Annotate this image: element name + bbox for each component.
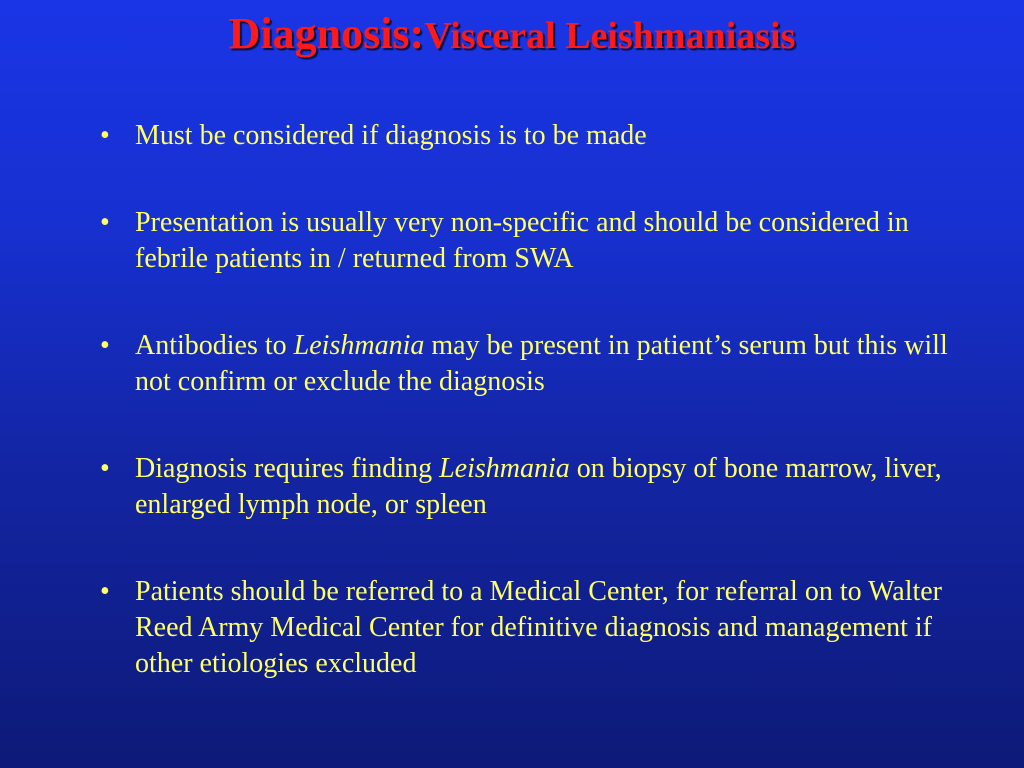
bullet-item-biopsy <box>100 451 960 523</box>
bullet-text-post: on biopsy of bone marrow, liver, enlarged lymph node, or spleen <box>135 453 942 520</box>
bullet-item-antibodies <box>100 328 960 400</box>
bullet-item-referral <box>100 574 960 682</box>
bullet-icon: • <box>100 120 110 151</box>
bullet-text-pre: Diagnosis requires finding <box>135 453 440 484</box>
bullet-icon: • <box>100 207 110 238</box>
title-subtitle: Visceral Leishmaniasis <box>424 15 796 57</box>
bullet-item-presentation <box>100 205 960 277</box>
bullet-list <box>100 118 960 733</box>
slide-title <box>0 8 1024 59</box>
bullet-item-consider <box>100 118 960 154</box>
bullet-text-italic: Leishmania <box>293 330 425 361</box>
bullet-text: Patients should be referred to a Medical Center, for referral on to Walter Reed Army Medical Center for definitive diagnosis and management if other etiologies excluded <box>135 576 943 679</box>
bullet-text-post: may be present in patient’s serum but this will not confirm or exclude the diagnosis <box>135 330 948 397</box>
title-main: Diagnosis: <box>228 9 425 58</box>
bullet-icon: • <box>100 330 110 361</box>
bullet-text: Presentation is usually very non-specific and should be considered in febrile patients in / returned from SWA <box>135 207 909 274</box>
bullet-text: Must be considered if diagnosis is to be made <box>135 120 647 151</box>
bullet-text-pre: Antibodies to <box>135 330 294 361</box>
bullet-icon: • <box>100 576 110 607</box>
bullet-text-italic: Leishmania <box>439 453 570 484</box>
bullet-icon: • <box>100 453 110 484</box>
